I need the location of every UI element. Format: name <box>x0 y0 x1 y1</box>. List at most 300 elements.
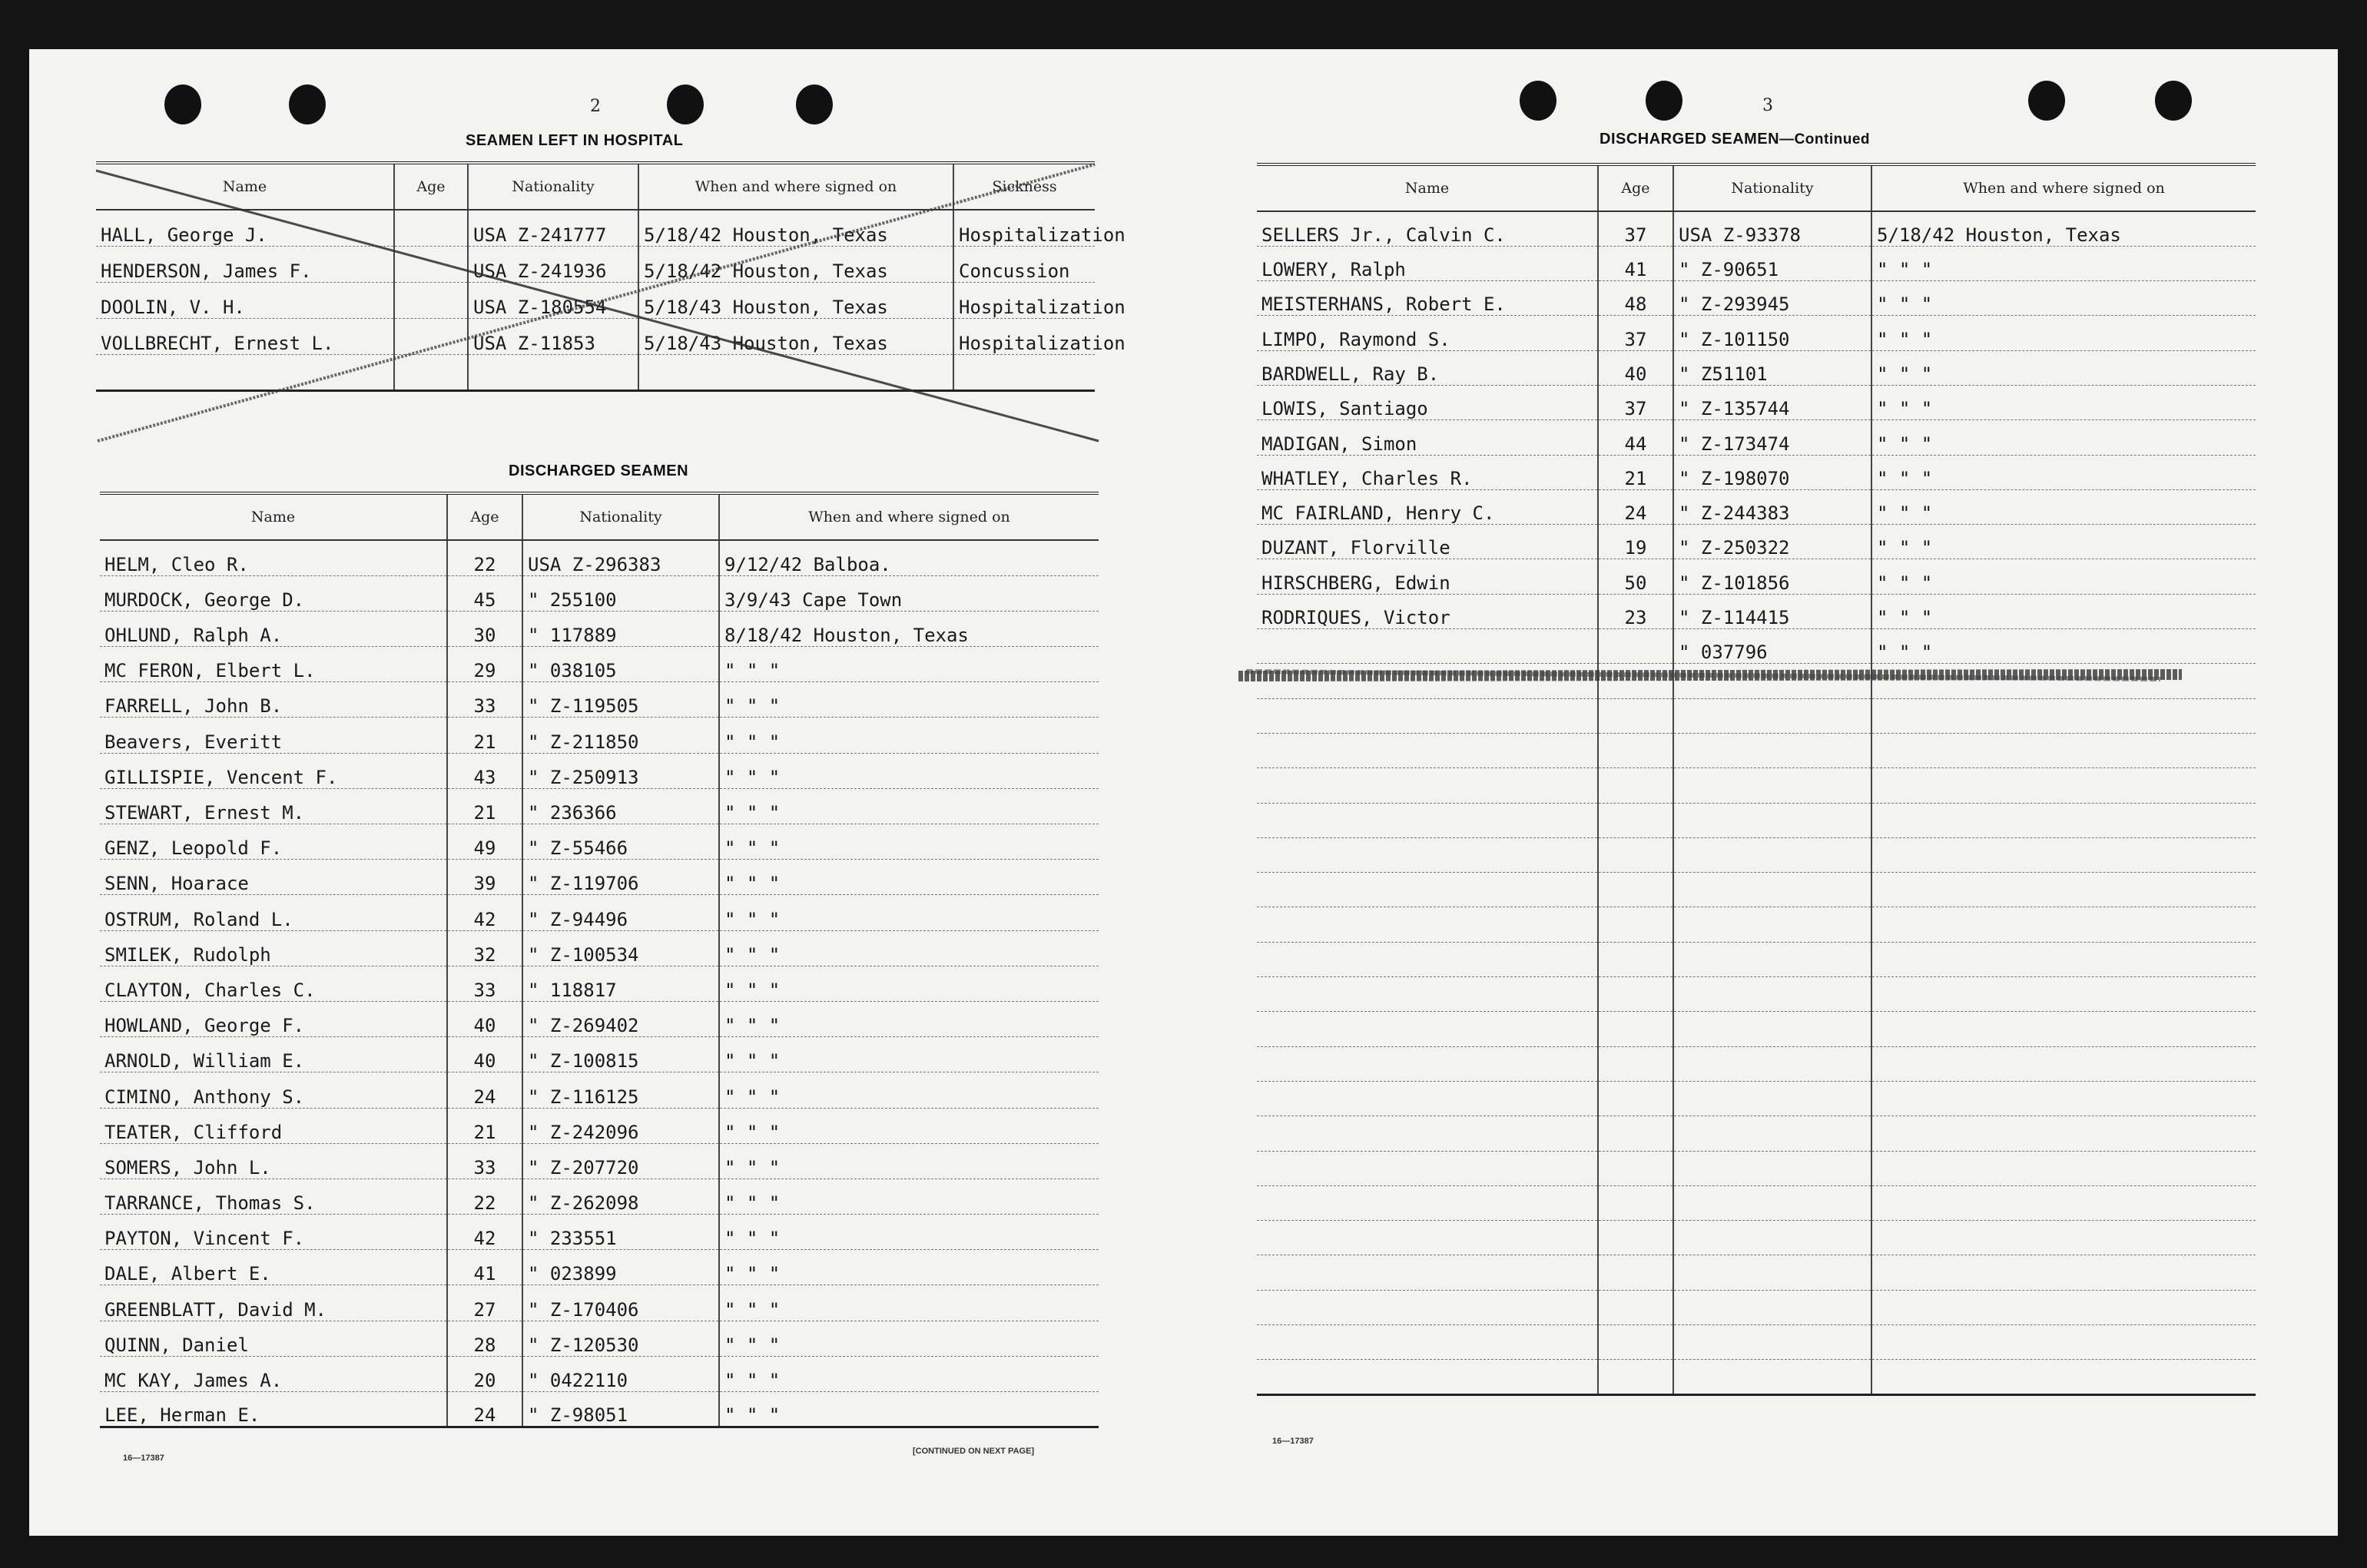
table-row <box>100 753 1099 788</box>
table-row <box>100 1250 1099 1285</box>
cell-signed-on: " " " <box>719 895 1099 930</box>
blank-row <box>1257 1221 2256 1255</box>
table-row <box>100 1356 1099 1391</box>
punch-hole <box>667 85 704 124</box>
cell-age: 42 <box>447 895 522 930</box>
cell-name: SELLERS Jr., Calvin C. <box>1257 211 1598 246</box>
empty-cell <box>1871 1012 2256 1046</box>
empty-cell <box>1673 1360 1871 1394</box>
table-row <box>1257 385 2256 419</box>
empty-cell <box>1673 1290 1871 1324</box>
empty-cell <box>1871 733 2256 767</box>
empty-cell <box>1871 803 2256 837</box>
empty-cell <box>1673 1081 1871 1116</box>
cell-name: LOWIS, Santiago <box>1257 385 1598 419</box>
cell-signed-on: " " " <box>1871 350 2256 385</box>
cell-age: 21 <box>447 788 522 824</box>
empty-cell <box>1871 873 2256 907</box>
cell-age <box>394 354 468 390</box>
cell-nationality: " Z-100815 <box>522 1037 719 1072</box>
cell-age: 37 <box>1598 385 1673 419</box>
cell-age: 21 <box>1598 455 1673 489</box>
col-name-header: Name <box>96 163 394 210</box>
cell-signed-on: " " " <box>1871 629 2256 664</box>
table-row <box>100 895 1099 930</box>
cell-nationality: " 236366 <box>522 788 719 824</box>
empty-cell <box>1257 977 1598 1012</box>
cell-signed-on: " " " <box>719 860 1099 895</box>
empty-cell <box>1673 1116 1871 1151</box>
empty-cell <box>1871 942 2256 976</box>
scribbled-out-row <box>1238 665 2182 687</box>
table-row <box>100 966 1099 1001</box>
blank-row <box>1257 768 2256 803</box>
cell-signed-on: " " " <box>719 753 1099 788</box>
table-row <box>1257 246 2256 280</box>
cell-signed-on: " " " <box>1871 594 2256 628</box>
cell-name: BARDWELL, Ray B. <box>1257 350 1598 385</box>
empty-cell <box>1673 733 1871 767</box>
empty-cell <box>1673 977 1871 1012</box>
cell-name: SENN, Hoarace <box>100 860 447 895</box>
cell-name: GILLISPIE, Vencent F. <box>100 753 447 788</box>
blank-row <box>1257 1185 2256 1220</box>
table-row <box>100 575 1099 611</box>
cell-nationality: " 0422110 <box>522 1356 719 1391</box>
empty-cell <box>1871 1185 2256 1220</box>
cell-signed-on: 9/12/42 Balboa. <box>719 540 1099 575</box>
cell-nationality: " Z-94496 <box>522 895 719 930</box>
cell-age: 40 <box>447 1001 522 1036</box>
cell-name: RODRIQUES, Victor <box>1257 594 1598 628</box>
table-row <box>100 1285 1099 1321</box>
empty-cell <box>1871 1360 2256 1394</box>
empty-cell <box>1598 977 1673 1012</box>
table-row <box>100 1178 1099 1214</box>
empty-cell <box>1257 873 1598 907</box>
cell-signed-on: 5/18/42 Houston, Texas <box>638 210 953 246</box>
hospital-table <box>96 161 1125 392</box>
empty-cell <box>1673 837 1871 872</box>
cell-sickness: Hospitalization <box>953 318 1095 354</box>
cell-age: 21 <box>447 718 522 753</box>
table-row <box>96 246 1095 282</box>
cell-signed-on: " " " <box>719 788 1099 824</box>
cell-signed-on: " " " <box>719 1392 1099 1427</box>
table-row <box>100 1215 1099 1250</box>
cell-nationality: " Z-242096 <box>522 1108 719 1143</box>
table-row <box>1257 281 2256 316</box>
cell-name: SOMERS, John L. <box>100 1143 447 1178</box>
cell-nationality: USA Z-11853 <box>468 318 638 354</box>
cell-nationality: USA Z-93378 <box>1673 211 1871 246</box>
empty-cell <box>1673 873 1871 907</box>
empty-cell <box>1598 1151 1673 1185</box>
table-row <box>100 682 1099 718</box>
blank-row <box>1257 977 2256 1012</box>
table-row <box>1257 455 2256 489</box>
cell-signed-on: " " " <box>719 930 1099 966</box>
cell-name: MEISTERHANS, Robert E. <box>1257 281 1598 316</box>
blank-row <box>1257 942 2256 976</box>
empty-cell <box>1871 837 2256 872</box>
cell-age: 30 <box>447 611 522 646</box>
table-row <box>100 718 1099 753</box>
table-row <box>100 1072 1099 1108</box>
cell-nationality: USA Z-296383 <box>522 540 719 575</box>
col-signed-on-header: When and where signed on <box>719 493 1099 540</box>
cell-name: LIMPO, Raymond S. <box>1257 316 1598 350</box>
empty-cell <box>1257 1151 1598 1185</box>
cell-age: 20 <box>447 1356 522 1391</box>
cell-age: 22 <box>447 1178 522 1214</box>
cell-nationality: USA Z-180554 <box>468 282 638 318</box>
cell-signed-on: " " " <box>719 1037 1099 1072</box>
empty-cell <box>1598 1325 1673 1360</box>
empty-cell <box>1598 733 1673 767</box>
cell-signed-on: " " " <box>719 1285 1099 1321</box>
cell-nationality: " Z-120530 <box>522 1321 719 1356</box>
cell-nationality: " 023899 <box>522 1250 719 1285</box>
punch-hole <box>796 85 833 124</box>
cell-nationality: " Z-198070 <box>1673 455 1871 489</box>
cell-nationality: " 255100 <box>522 575 719 611</box>
blank-row <box>1257 1116 2256 1151</box>
col-name-header: Name <box>1257 164 1598 211</box>
cell-name: DALE, Albert E. <box>100 1250 447 1285</box>
title-suffix: —Continued <box>1779 131 1871 148</box>
cell-age: 49 <box>447 824 522 860</box>
cell-age <box>394 318 468 354</box>
table-row <box>1257 525 2256 559</box>
empty-cell <box>1673 768 1871 803</box>
empty-cell <box>1871 977 2256 1012</box>
discharged-continued-title <box>1600 131 1870 148</box>
cell-age: 29 <box>447 647 522 682</box>
cell-age: 41 <box>447 1250 522 1285</box>
cell-nationality: " Z-262098 <box>522 1178 719 1214</box>
cell-age: 39 <box>447 860 522 895</box>
cell-signed-on: 3/9/43 Cape Town <box>719 575 1099 611</box>
empty-cell <box>1257 768 1598 803</box>
cell-name: HIRSCHBERG, Edwin <box>1257 559 1598 594</box>
cell-signed-on: " " " <box>719 966 1099 1001</box>
page-number-left: 2 <box>590 97 601 116</box>
empty-cell <box>1871 1116 2256 1151</box>
table-row <box>100 611 1099 646</box>
col-age-header: Age <box>447 493 522 540</box>
empty-cell <box>1673 1255 1871 1290</box>
cell-age: 45 <box>447 575 522 611</box>
empty-cell <box>1598 1116 1673 1151</box>
empty-cell <box>1598 1290 1673 1324</box>
blank-row <box>1257 698 2256 733</box>
table-row <box>100 1143 1099 1178</box>
punch-hole <box>2028 81 2065 121</box>
empty-cell <box>1871 1081 2256 1116</box>
cell-age: 33 <box>447 682 522 718</box>
cell-signed-on: " " " <box>1871 455 2256 489</box>
cell-name: Beavers, Everitt <box>100 718 447 753</box>
empty-cell <box>1598 1046 1673 1081</box>
cell-name: GREENBLATT, David M. <box>100 1285 447 1321</box>
cell-name: CLAYTON, Charles C. <box>100 966 447 1001</box>
empty-cell <box>1871 1325 2256 1360</box>
table-row <box>1257 420 2256 455</box>
cell-name: QUINN, Daniel <box>100 1321 447 1356</box>
cell-name: PAYTON, Vincent F. <box>100 1215 447 1250</box>
blank-row <box>1257 1151 2256 1185</box>
cell-name: MC FERON, Elbert L. <box>100 647 447 682</box>
cell-nationality: " Z-119706 <box>522 860 719 895</box>
col-sickness-header: Sickness <box>953 163 1095 210</box>
blank-row <box>1257 803 2256 837</box>
cell-name: OSTRUM, Roland L. <box>100 895 447 930</box>
blank-row <box>1257 1012 2256 1046</box>
blank-row <box>1257 837 2256 872</box>
cell-age: 24 <box>1598 489 1673 524</box>
cell-age: 19 <box>1598 525 1673 559</box>
cell-age: 43 <box>447 753 522 788</box>
empty-cell <box>1871 1046 2256 1081</box>
cell-nationality: USA Z-241777 <box>468 210 638 246</box>
empty-cell <box>1257 1325 1598 1360</box>
blank-row <box>1257 907 2256 942</box>
punch-hole <box>164 85 201 124</box>
empty-cell <box>1257 942 1598 976</box>
col-name-header: Name <box>100 493 447 540</box>
cell-sickness <box>953 354 1095 390</box>
cell-signed-on: 5/18/42 Houston, Texas <box>1871 211 2256 246</box>
empty-cell <box>1257 733 1598 767</box>
table-row <box>96 282 1095 318</box>
empty-cell <box>1598 1360 1673 1394</box>
discharged-table-right <box>1257 163 2256 1396</box>
cell-age: 44 <box>1598 420 1673 455</box>
cell-name: LOWERY, Ralph <box>1257 246 1598 280</box>
cell-age: 28 <box>447 1321 522 1356</box>
cell-sickness: Hospitalization <box>953 210 1095 246</box>
empty-cell <box>1257 1360 1598 1394</box>
table-row <box>100 930 1099 966</box>
col-nationality-header: Nationality <box>522 493 719 540</box>
cell-nationality: " 118817 <box>522 966 719 1001</box>
table-row <box>100 1392 1099 1427</box>
cell-age: 41 <box>1598 246 1673 280</box>
cell-nationality: " 037796 <box>1673 629 1871 664</box>
empty-cell <box>1257 1221 1598 1255</box>
cell-name: FARRELL, John B. <box>100 682 447 718</box>
cell-signed-on: " " " <box>1871 316 2256 350</box>
cell-name: HELM, Cleo R. <box>100 540 447 575</box>
cell-nationality: " Z-90651 <box>1673 246 1871 280</box>
table-row <box>1257 594 2256 628</box>
cell-name: CIMINO, Anthony S. <box>100 1072 447 1108</box>
table-row <box>100 788 1099 824</box>
empty-cell <box>1257 1012 1598 1046</box>
cell-nationality: " Z-98051 <box>522 1392 719 1427</box>
col-age-header: Age <box>394 163 468 210</box>
table-row <box>1257 629 2256 664</box>
cell-age <box>394 246 468 282</box>
cell-name <box>1257 629 1598 664</box>
cell-nationality: " Z-173474 <box>1673 420 1871 455</box>
cell-signed-on: 8/18/42 Houston, Texas <box>719 611 1099 646</box>
table-row <box>1257 211 2256 246</box>
empty-cell <box>1257 1046 1598 1081</box>
punch-hole <box>2155 81 2192 121</box>
cell-name: WHATLEY, Charles R. <box>1257 455 1598 489</box>
cell-nationality: " Z-250322 <box>1673 525 1871 559</box>
empty-cell <box>1673 1185 1871 1220</box>
cell-nationality: " Z-114415 <box>1673 594 1871 628</box>
blank-row <box>1257 1255 2256 1290</box>
blank-row <box>1257 733 2256 767</box>
cell-name <box>96 354 394 390</box>
cell-signed-on: " " " <box>719 1215 1099 1250</box>
cell-age: 24 <box>447 1392 522 1427</box>
cell-age <box>394 282 468 318</box>
empty-cell <box>1598 942 1673 976</box>
cell-nationality: " Z-55466 <box>522 824 719 860</box>
cell-age <box>1598 629 1673 664</box>
cell-nationality: " Z-170406 <box>522 1285 719 1321</box>
table-row <box>96 318 1095 354</box>
empty-cell <box>1257 1290 1598 1324</box>
col-signed-on-header: When and where signed on <box>638 163 953 210</box>
cell-signed-on: " " " <box>1871 385 2256 419</box>
cell-nationality: " Z-269402 <box>522 1001 719 1036</box>
table-row <box>100 540 1099 575</box>
cell-signed-on: " " " <box>1871 420 2256 455</box>
cell-signed-on: " " " <box>719 1108 1099 1143</box>
hospital-section-title: SEAMEN LEFT IN HOSPITAL <box>466 132 684 149</box>
empty-cell <box>1871 1255 2256 1290</box>
cell-sickness: Concussion <box>953 246 1095 282</box>
form-number-right: 16—17387 <box>1272 1437 1314 1446</box>
cell-age: 33 <box>447 966 522 1001</box>
cell-name: GENZ, Leopold F. <box>100 824 447 860</box>
cell-signed-on <box>638 354 953 390</box>
cell-nationality: " Z-211850 <box>522 718 719 753</box>
cell-name: MC KAY, James A. <box>100 1356 447 1391</box>
blank-row <box>1257 1360 2256 1394</box>
empty-cell <box>1257 837 1598 872</box>
cell-signed-on: 5/18/43 Houston, Texas <box>638 318 953 354</box>
table-row <box>1257 316 2256 350</box>
cell-name: OHLUND, Ralph A. <box>100 611 447 646</box>
cell-age: 50 <box>1598 559 1673 594</box>
empty-cell <box>1673 907 1871 942</box>
cell-signed-on: " " " <box>1871 281 2256 316</box>
cell-nationality: " Z-100534 <box>522 930 719 966</box>
cell-age: 42 <box>447 1215 522 1250</box>
cell-signed-on: " " " <box>719 1001 1099 1036</box>
cell-nationality: " 233551 <box>522 1215 719 1250</box>
cell-name: VOLLBRECHT, Ernest L. <box>96 318 394 354</box>
cell-name: TARRANCE, Thomas S. <box>100 1178 447 1214</box>
cell-signed-on: " " " <box>719 1178 1099 1214</box>
cell-nationality: " Z-207720 <box>522 1143 719 1178</box>
cell-signed-on: " " " <box>1871 489 2256 524</box>
cell-nationality: " Z51101 <box>1673 350 1871 385</box>
cell-signed-on: " " " <box>719 1143 1099 1178</box>
cell-signed-on: " " " <box>719 1321 1099 1356</box>
cell-name: DUZANT, Florville <box>1257 525 1598 559</box>
cell-age: 23 <box>1598 594 1673 628</box>
table-row <box>1257 489 2256 524</box>
table-row <box>100 1108 1099 1143</box>
empty-cell <box>1871 1290 2256 1324</box>
cell-age: 37 <box>1598 316 1673 350</box>
col-age-header: Age <box>1598 164 1673 211</box>
cell-age: 24 <box>447 1072 522 1108</box>
cell-name: ARNOLD, William E. <box>100 1037 447 1072</box>
cell-age <box>394 210 468 246</box>
empty-cell <box>1598 1255 1673 1290</box>
empty-cell <box>1598 698 1673 733</box>
continued-note: [CONTINUED ON NEXT PAGE] <box>913 1447 1035 1456</box>
cell-nationality: " Z-244383 <box>1673 489 1871 524</box>
empty-cell <box>1871 768 2256 803</box>
table-row <box>1257 350 2256 385</box>
cell-name: TEATER, Clifford <box>100 1108 447 1143</box>
cell-signed-on: " " " <box>719 1072 1099 1108</box>
empty-cell <box>1257 1116 1598 1151</box>
empty-cell <box>1598 1081 1673 1116</box>
cell-age: 48 <box>1598 281 1673 316</box>
empty-cell <box>1871 1221 2256 1255</box>
cell-age: 40 <box>1598 350 1673 385</box>
empty-cell <box>1598 1221 1673 1255</box>
empty-cell <box>1257 803 1598 837</box>
cell-signed-on: 5/18/42 Houston, Texas <box>638 246 953 282</box>
page-number-right: 3 <box>1762 96 1773 115</box>
cell-signed-on: " " " <box>719 647 1099 682</box>
cell-name: HOWLAND, George F. <box>100 1001 447 1036</box>
blank-row <box>1257 1290 2256 1324</box>
table-row <box>100 824 1099 860</box>
cell-age: 32 <box>447 930 522 966</box>
blank-row <box>1257 1325 2256 1360</box>
table-row <box>96 210 1095 246</box>
cell-nationality: " Z-293945 <box>1673 281 1871 316</box>
cell-signed-on: " " " <box>719 718 1099 753</box>
cell-name: MADIGAN, Simon <box>1257 420 1598 455</box>
col-signed-on-header: When and where signed on <box>1871 164 2256 211</box>
cell-name: SMILEK, Rudolph <box>100 930 447 966</box>
discharged-section-title: DISCHARGED SEAMEN <box>509 462 689 479</box>
cell-nationality: " Z-116125 <box>522 1072 719 1108</box>
empty-cell <box>1673 1151 1871 1185</box>
punch-hole <box>1520 81 1556 121</box>
empty-cell <box>1598 837 1673 872</box>
empty-cell <box>1673 1325 1871 1360</box>
cell-signed-on: " " " <box>719 1250 1099 1285</box>
empty-cell <box>1871 907 2256 942</box>
form-number-left: 16—17387 <box>123 1454 164 1463</box>
cell-name: DOOLIN, V. H. <box>96 282 394 318</box>
empty-cell <box>1871 698 2256 733</box>
cell-signed-on: " " " <box>1871 559 2256 594</box>
col-nationality-header: Nationality <box>468 163 638 210</box>
cell-name: LEE, Herman E. <box>100 1392 447 1427</box>
table-row <box>1257 559 2256 594</box>
empty-cell <box>1598 768 1673 803</box>
cell-signed-on: " " " <box>1871 246 2256 280</box>
cell-name: HENDERSON, James F. <box>96 246 394 282</box>
cell-signed-on: " " " <box>719 824 1099 860</box>
